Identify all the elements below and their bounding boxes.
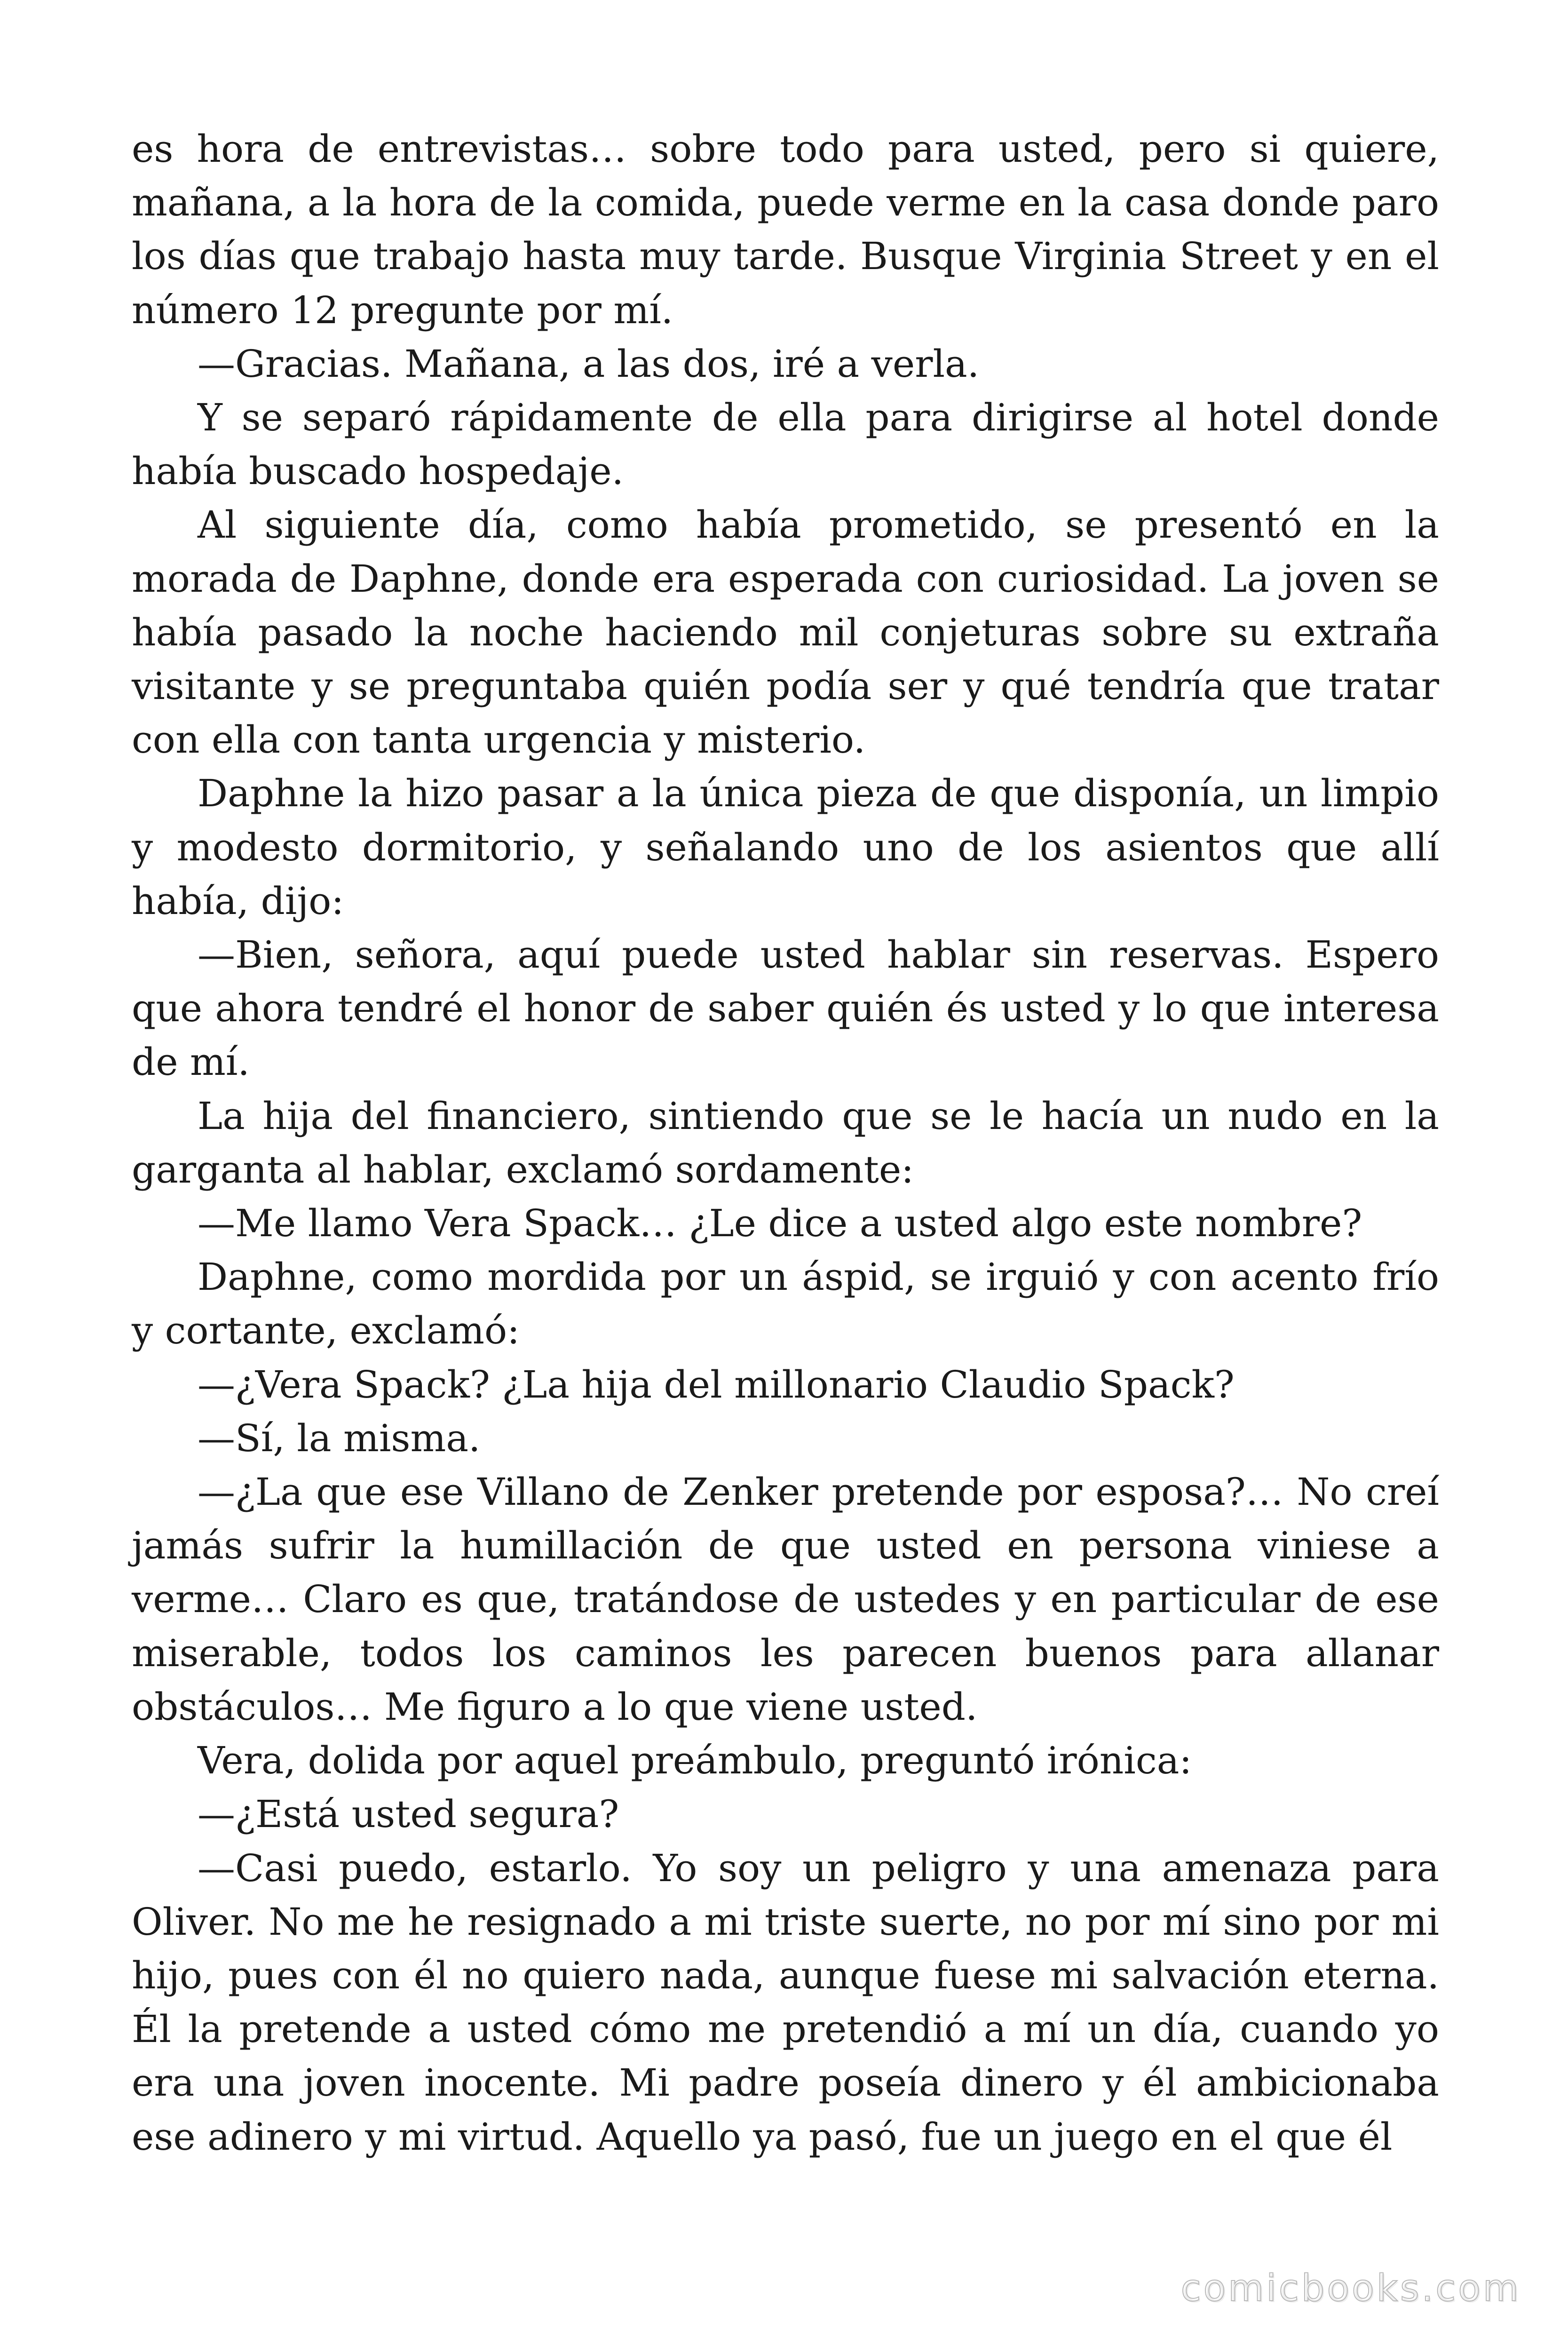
paragraph: —¿Vera Spack? ¿La hija del millonario Claudio Spack? (198, 1362, 1235, 1406)
paragraph: Al siguiente día, como había prometido, se presentó en la morada de Daphne, donde era esperada con curiosidad. La joven se había pasado la noche haciendo mil conjeturas sobre su extraña visitante y se preguntaba quién podía ser y qué tendría que tratar con ella con tanta urgencia y misterio. (132, 503, 1439, 762)
paragraph: La hija del financiero, sintiendo que se le hacía un nudo en la garganta al hablar, exclamó sordamente: (132, 1094, 1439, 1192)
paragraph: Daphne, como mordida por un áspid, se irguió y con acento frío y cortante, exclamó: (132, 1255, 1439, 1353)
paragraph: —Me llamo Vera Spack… ¿Le dice a usted algo este nombre? (198, 1201, 1362, 1246)
paragraph: Y se separó rápidamente de ella para dirigirse al hotel donde había buscado hospedaje. (132, 396, 1439, 493)
paragraph: Vera, dolida por aquel preámbulo, preguntó irónica: (198, 1739, 1192, 1783)
paragraph: —Casi puedo, estarlo. Yo soy un peligro y una amenaza para Oliver. No me he resignado a mi triste suerte, no por mí sino por mi hijo, pues con él no quiero nada, aunque fuese mi salvación eterna. Él la pretende a usted cómo me pretendió a mí un día, cuando yo era una joven inocente. Mi padre poseía dinero y él ambicionaba ese adinero y mi virtud. Aquello ya pasó, fue un juego en el que él (132, 1846, 1439, 2159)
watermark: comicbooks.com (1180, 2267, 1521, 2310)
paragraph: —Gracias. Mañana, a las dos, iré a verla. (198, 342, 980, 386)
paragraph: Daphne la hizo pasar a la única pieza de que disponía, un limpio y modesto dormitorio, y señalando uno de los asientos que allí había, dijo: (132, 771, 1439, 923)
paragraph: es hora de entrevistas… sobre todo para usted, pero si quiere, mañana, a la hora de la comida, puede verme en la casa donde paro los días que trabajo hasta muy tarde. Busque Virginia Street y en el número 12 pregunte por mí. (132, 127, 1439, 332)
paragraph: —¿La que ese Villano de Zenker pretende por esposa?… No creí jamás sufrir la humillación de que usted en persona viniese a verme… Claro es que, tratándose de ustedes y en particular de ese miserable, todos los caminos les parecen buenos para allanar obstáculos… Me figuro a lo que viene usted. (132, 1470, 1439, 1729)
paragraph: —Sí, la misma. (198, 1416, 481, 1460)
page-body (132, 122, 1439, 2164)
paragraph: —Bien, señora, aquí puede usted hablar sin reservas. Espero que ahora tendré el honor de saber quién és usted y lo que interesa de mí. (132, 933, 1439, 1084)
paragraph: —¿Está usted segura? (198, 1792, 619, 1836)
